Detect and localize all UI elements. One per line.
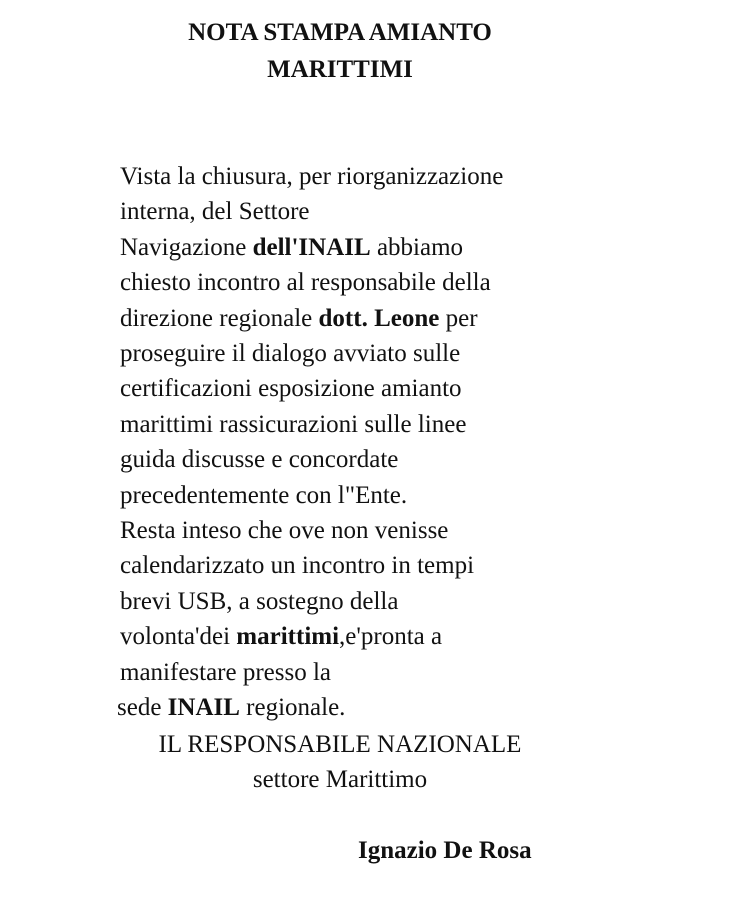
- body-line-6: proseguire il dialogo avviato sulle: [120, 340, 461, 368]
- body-line-1: Vista la chiusura, per riorganizzazione: [120, 163, 504, 190]
- body-line-16-bold: INAIL: [167, 694, 240, 722]
- body-line-5: [120, 301, 680, 336]
- body-line-15: manifestare presso la: [120, 658, 332, 686]
- body-line-10: precedentemente con l"Ente.: [120, 481, 408, 509]
- body-line-16-text-c: regionale.: [239, 694, 346, 722]
- body-line-5-text-c: per: [439, 304, 478, 332]
- body-line-3-text-a: Navigazione: [120, 233, 253, 261]
- press-note-body: [117, 159, 680, 726]
- body-line-14-text-c: ,e'pronta a: [339, 623, 443, 651]
- signoff-role: IL RESPONSABILE NAZIONALE: [158, 731, 522, 758]
- body-line-14-bold: marittimi: [236, 623, 340, 651]
- page-title-line-1: NOTA STAMPA AMIANTO: [188, 19, 492, 46]
- body-line-13: brevi USB, a sostegno della: [120, 587, 399, 615]
- signoff-name: Ignazio De Rosa: [358, 837, 532, 864]
- body-line-14-text-a: volonta'dei: [120, 623, 237, 651]
- body-line-3: [120, 230, 680, 265]
- body-line-14: [120, 619, 680, 654]
- body-line-5-bold: dott. Leone: [318, 304, 440, 332]
- body-line-11: Resta inteso che ove non venisse: [120, 517, 449, 545]
- body-line-12: calendarizzato un incontro in tempi: [120, 552, 475, 580]
- body-line-9: guida discusse e concordate: [120, 446, 399, 474]
- body-line-8: marittimi rassicurazioni sulle linee: [120, 410, 467, 438]
- signoff-sector: settore Marittimo: [252, 766, 428, 793]
- body-line-3-bold: dell'INAIL: [252, 233, 371, 261]
- body-line-5-text-a: direzione regionale: [120, 304, 319, 332]
- body-line-16-text-a: sede: [117, 694, 168, 722]
- body-line-7: certificazioni esposizione amianto: [120, 375, 462, 403]
- body-line-2: interna, del Settore: [120, 198, 310, 226]
- body-line-4: chiesto incontro al responsabile della: [120, 269, 491, 297]
- body-line-16: [117, 690, 680, 725]
- page-title-line-2: MARITTIMI: [267, 56, 413, 83]
- body-line-3-text-c: abbiamo: [370, 233, 464, 261]
